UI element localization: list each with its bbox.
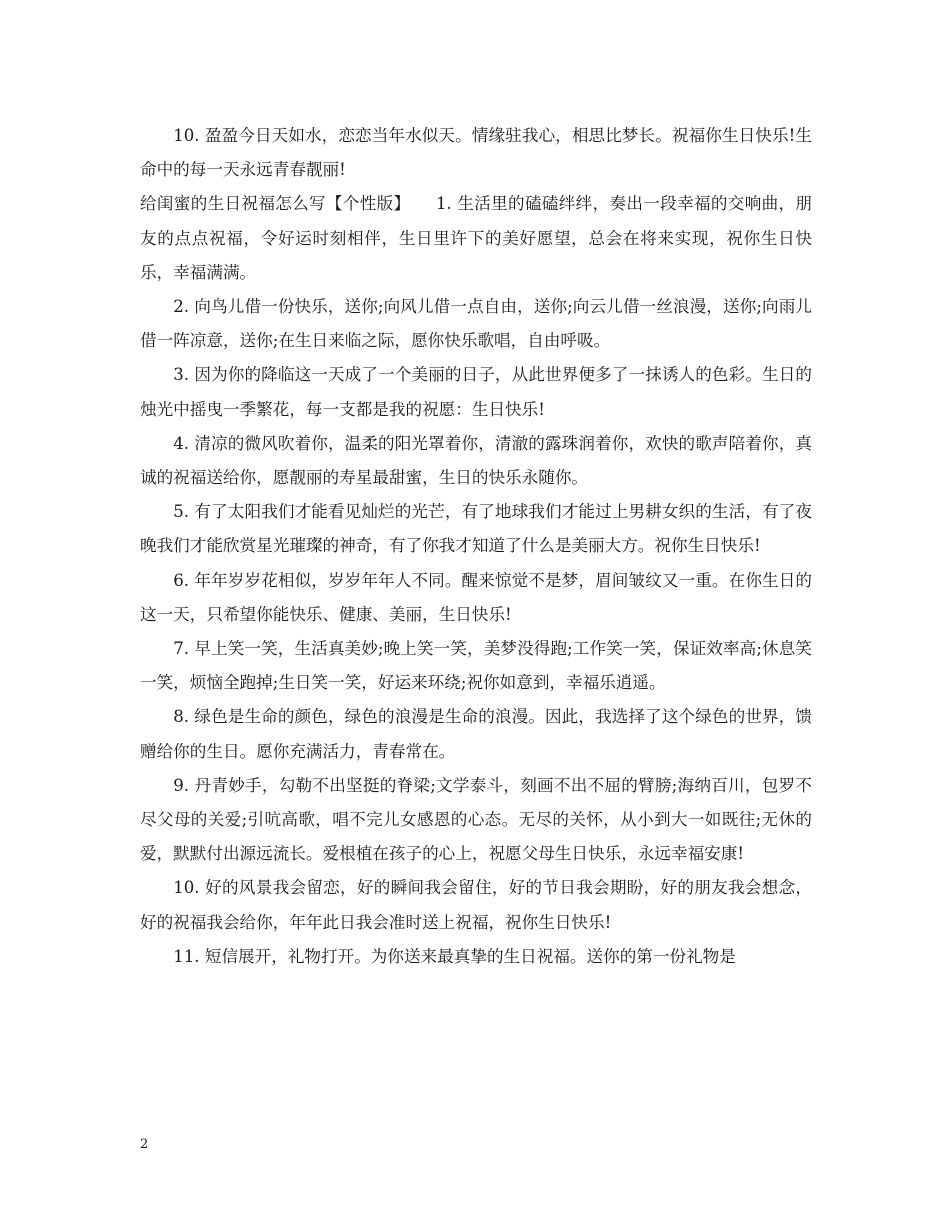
paragraph-11: 11. 短信展开，礼物打开。为你送来最真挚的生日祝福。送你的第一份礼物是 (173, 946, 736, 966)
paragraph-3: 3. 因为你的降临这一天成了一个美丽的日子，从此世界便多了一抹诱人的色彩。生日的烛光中摇曳一季繁花，每一支都是我的祝愿：生日快乐! (140, 365, 812, 419)
paragraph-8: 8. 绿色是生命的颜色，绿色的浪漫是生命的浪漫。因此，我选择了这个绿色的世界，馈赠给你的生日。愿你充满活力，青春常在。 (140, 707, 812, 761)
page-number: 2 (140, 1137, 149, 1152)
paragraph-10: 10. 好的风景我会留恋，好的瞬间我会留住，好的节日我会期盼，好的朋友我会想念，好的祝福我会给你，年年此日我会准时送上祝福，祝你生日快乐! (140, 878, 812, 932)
paragraph-2: 2. 向鸟儿借一份快乐，送你;向风儿借一点自由，送你;向云儿借一丝浪漫，送你;向雨儿借一阵凉意，送你;在生日来临之际，愿你快乐歌唱，自由呼吸。 (140, 297, 812, 351)
document-body (140, 119, 812, 974)
paragraph-4: 4. 清凉的微风吹着你，温柔的阳光罩着你，清澈的露珠润着你，欢快的歌声陪着你，真诚的祝福送给你，愿靓丽的寿星最甜蜜，生日的快乐永随你。 (140, 433, 812, 488)
paragraph-7: 7. 早上笑一笑，生活真美妙;晚上笑一笑，美梦没得跑;工作笑一笑，保证效率高;休息笑一笑，烦恼全跑掉;生日笑一笑，好运来环绕;祝你如意到，幸福乐逍遥。 (140, 639, 812, 693)
paragraph-9: 9. 丹青妙手，勾勒不出坚挺的脊梁;文学泰斗，刻画不出不屈的臂膀;海纳百川，包罗不尽父母的关爱;引吭高歌，唱不完儿女感恩的心态。无尽的关怀，从小到大一如既往;无休的爱，默默付出源远流长。爱根植在孩子的心上，祝愿父母生日快乐，永远幸福安康! (140, 775, 812, 864)
paragraph-section-heading: 给闺蜜的生日祝福怎么写【个性版】 1. 生活里的磕磕绊绊，奏出一段幸福的交响曲，朋友的点点祝福，令好运时刻相伴，生日里许下的美好愿望，总会在将来实现，祝你生日快乐，幸福满满。 (140, 194, 812, 282)
paragraph-5: 5. 有了太阳我们才能看见灿烂的光芒，有了地球我们才能过上男耕女织的生活，有了夜晚我们才能欣赏星光璀璨的神奇，有了你我才知道了什么是美丽大方。祝你生日快乐! (140, 502, 812, 556)
paragraph-10-intro: 10. 盈盈今日天如水，恋恋当年水似天。情缘驻我心，相思比梦长。祝福你生日快乐!生命中的每一天永远青春靓丽! (140, 126, 812, 180)
paragraph-6: 6. 年年岁岁花相似，岁岁年年人不同。醒来惊觉不是梦，眉间皱纹又一重。在你生日的这一天，只希望你能快乐、健康、美丽，生日快乐! (140, 570, 812, 624)
